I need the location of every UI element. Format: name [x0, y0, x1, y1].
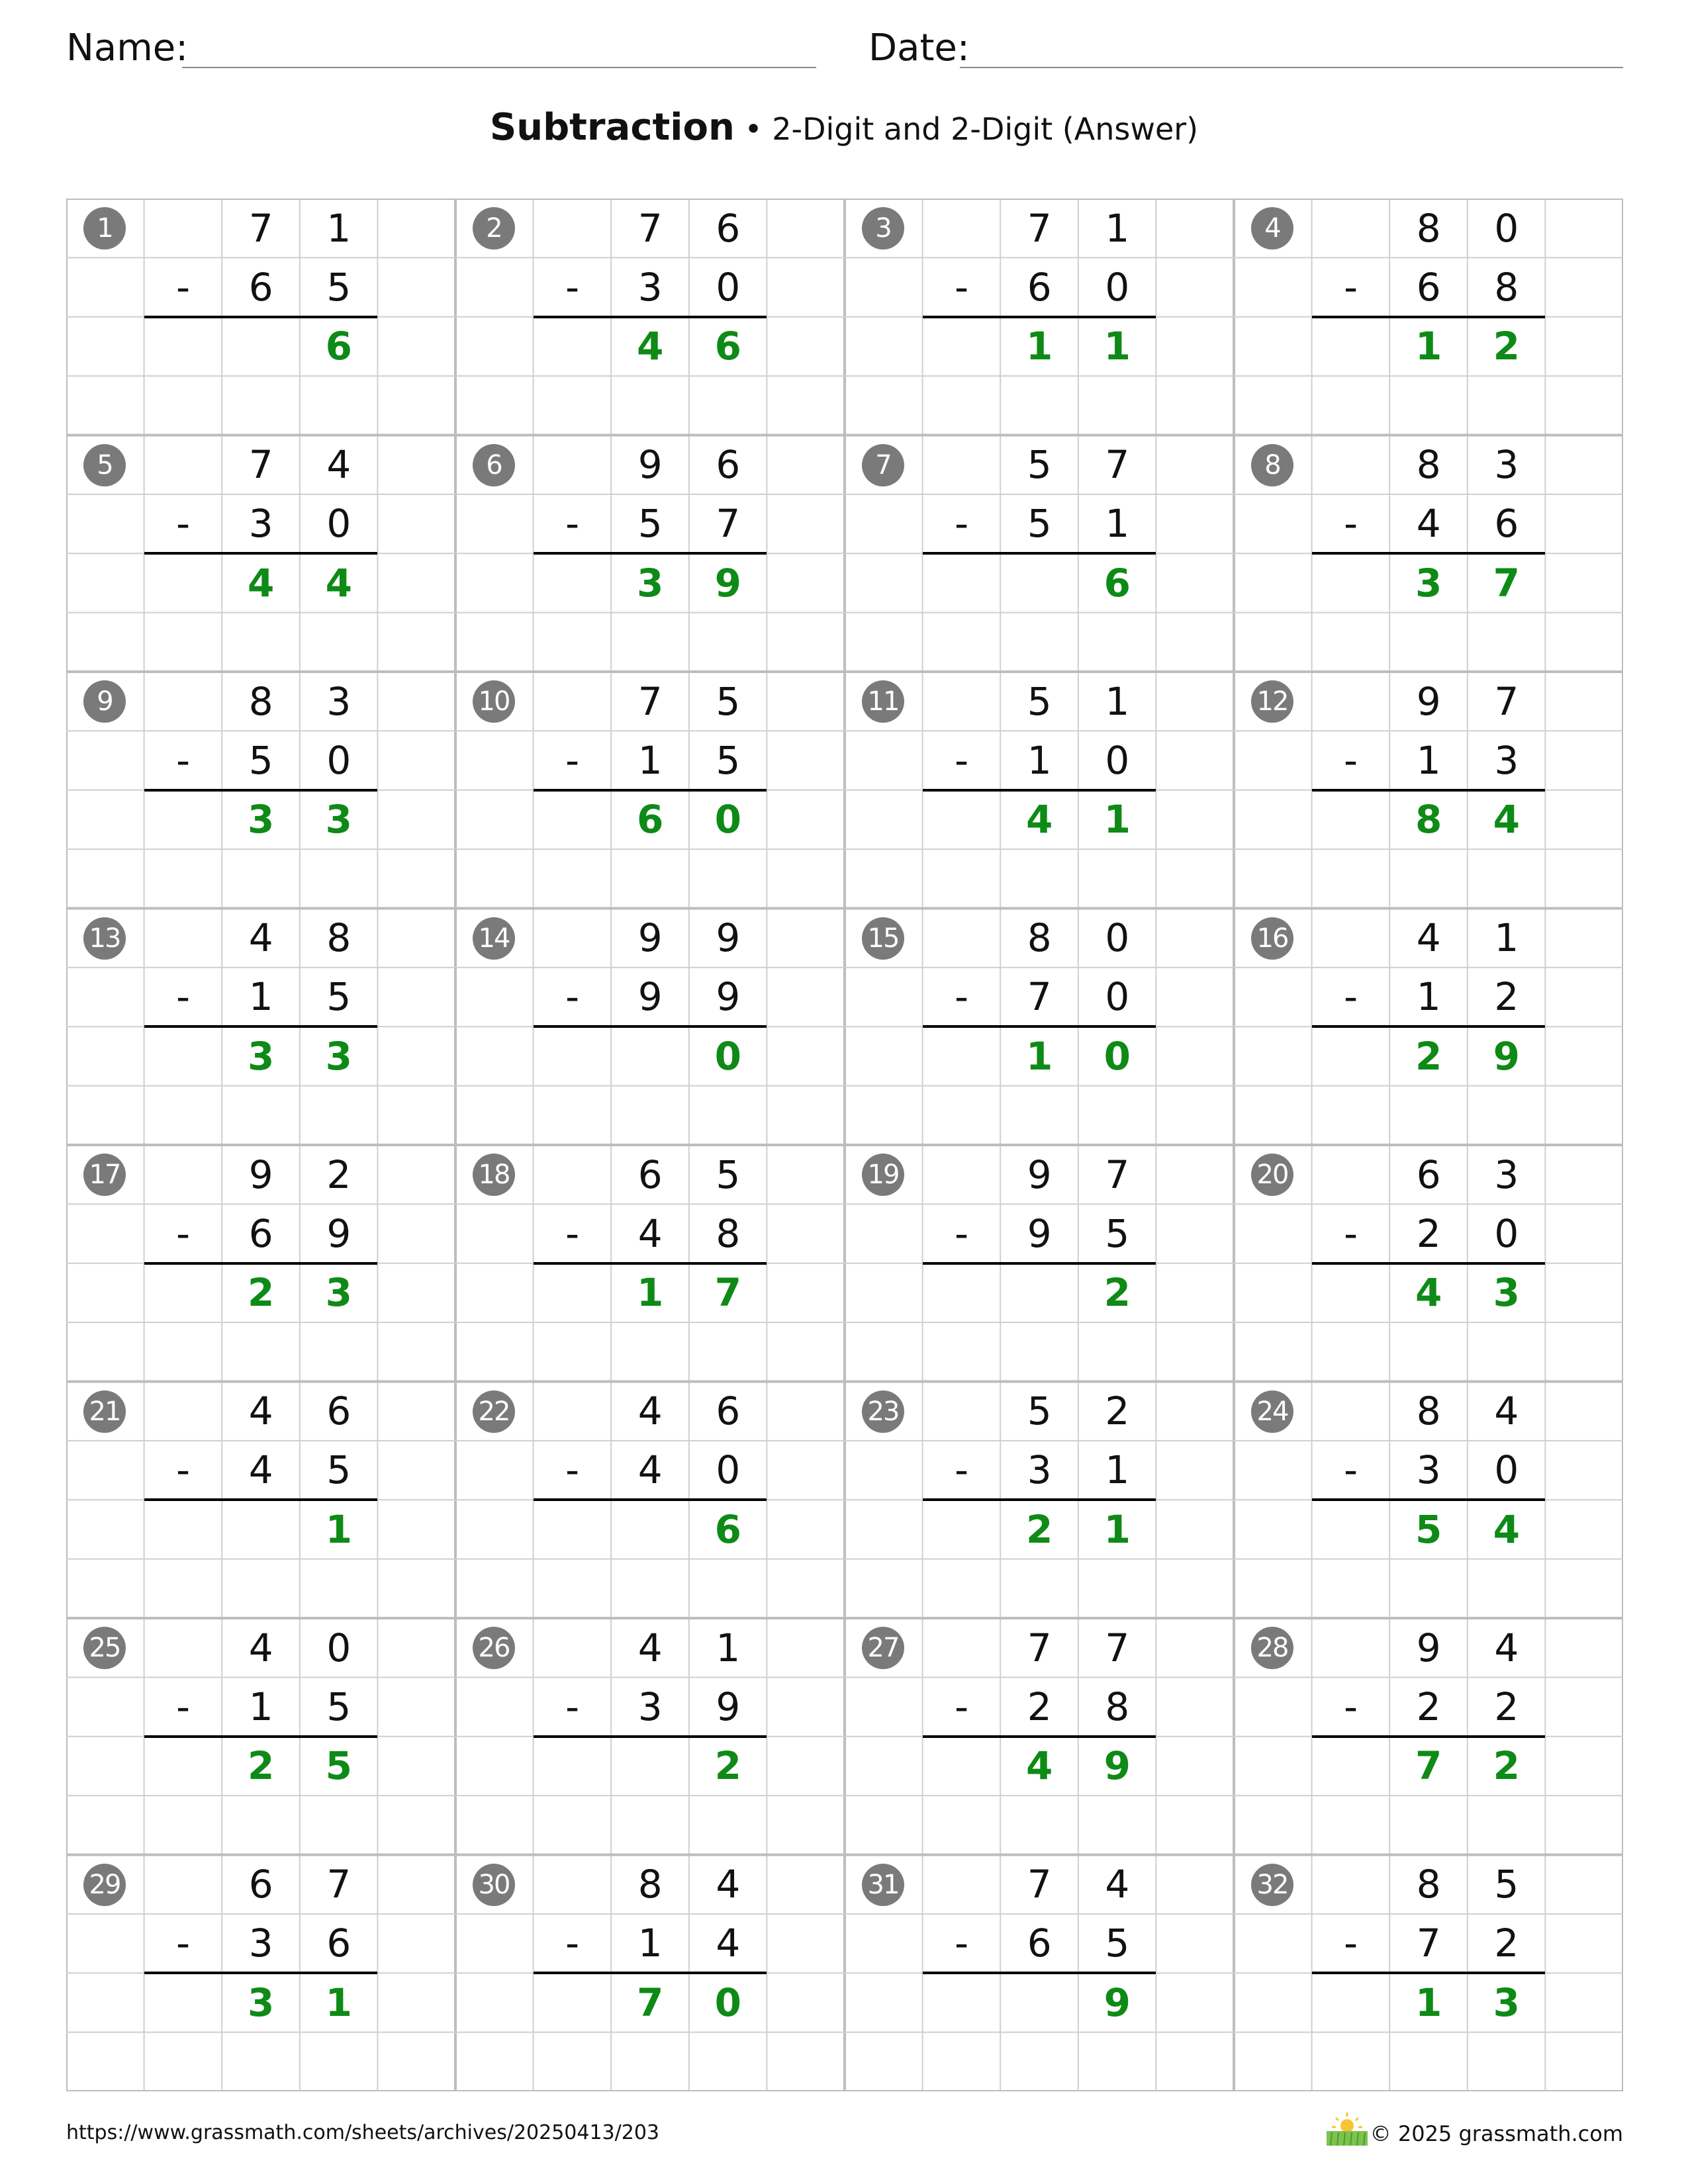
- minuend-ones-digit: 0: [326, 1625, 352, 1670]
- footer-copyright: © 2025 grassmath.com: [1370, 2121, 1623, 2146]
- minus-sign: -: [1344, 264, 1358, 310]
- answer-tens-digit: 1: [1026, 324, 1053, 369]
- answer-ones-digit: 3: [1493, 1270, 1520, 1316]
- answer-underline: [923, 1735, 1156, 1738]
- answer-underline: [923, 1262, 1156, 1265]
- minus-sign: -: [565, 264, 580, 310]
- subtrahend-ones-digit: 0: [326, 501, 352, 547]
- problem-number-badge: 12: [1251, 680, 1293, 723]
- answer-ones-digit: 9: [1103, 1979, 1131, 2025]
- answer-tens-digit: 3: [248, 797, 275, 842]
- answer-ones-digit: 9: [714, 560, 741, 606]
- subtrahend-tens-digit: 6: [248, 1210, 273, 1256]
- problem-number-badge: 4: [1251, 207, 1293, 250]
- minuend-ones-digit: 7: [1494, 678, 1519, 724]
- answer-ones-digit: 3: [325, 1033, 352, 1079]
- minus-sign: -: [176, 974, 191, 1020]
- minuend-tens-digit: 7: [637, 205, 663, 251]
- problem-number-badge: 32: [1251, 1864, 1293, 1906]
- minuend-tens-digit: 4: [248, 915, 273, 960]
- subtrahend-tens-digit: 2: [1416, 1210, 1441, 1256]
- minuend-ones-digit: 5: [716, 678, 741, 724]
- answer-underline: [144, 789, 378, 792]
- minuend-tens-digit: 4: [248, 1388, 273, 1433]
- minuend-ones-digit: 7: [1105, 442, 1130, 487]
- minuend-ones-digit: 4: [326, 442, 352, 487]
- problem-number-badge: 19: [862, 1154, 904, 1196]
- subtrahend-ones-digit: 2: [1494, 974, 1519, 1020]
- subtrahend-tens-digit: 4: [1416, 501, 1441, 547]
- minuend-ones-digit: 1: [1494, 915, 1519, 960]
- problem-number-badge: 18: [473, 1154, 515, 1196]
- answer-underline: [534, 1498, 767, 1501]
- minuend-ones-digit: 7: [1105, 1152, 1130, 1197]
- minuend-ones-digit: 0: [1494, 205, 1519, 251]
- problem-number-badge: 9: [83, 680, 126, 723]
- grass-sun-logo-icon: [1324, 2110, 1370, 2147]
- answer-tens-digit: 6: [637, 797, 664, 842]
- problem-number-badge: 22: [473, 1390, 515, 1433]
- subtrahend-tens-digit: 6: [1027, 1921, 1052, 1966]
- answer-underline: [534, 316, 767, 318]
- subtrahend-tens-digit: 1: [637, 737, 663, 783]
- minuend-tens-digit: 4: [1416, 915, 1441, 960]
- problem-number-badge: 8: [1251, 444, 1293, 486]
- minuend-ones-digit: 3: [326, 678, 352, 724]
- subtrahend-tens-digit: 1: [248, 1684, 273, 1729]
- problem-number-badge: 27: [862, 1627, 904, 1669]
- subtrahend-ones-digit: 0: [716, 1447, 741, 1493]
- minus-sign: -: [176, 1684, 191, 1729]
- minuend-tens-digit: 9: [1416, 1625, 1441, 1670]
- subtrahend-ones-digit: 5: [1105, 1921, 1130, 1966]
- subtrahend-tens-digit: 1: [1416, 974, 1441, 1020]
- subtrahend-tens-digit: 5: [637, 501, 663, 547]
- minuend-ones-digit: 5: [716, 1152, 741, 1197]
- subtrahend-tens-digit: 4: [637, 1447, 663, 1493]
- subtrahend-ones-digit: 0: [1494, 1210, 1519, 1256]
- subtrahend-tens-digit: 4: [637, 1210, 663, 1256]
- subtrahend-ones-digit: 9: [716, 1684, 741, 1729]
- subtrahend-tens-digit: 7: [1416, 1921, 1441, 1966]
- subtrahend-ones-digit: 4: [716, 1921, 741, 1966]
- problem-number-badge: 26: [473, 1627, 515, 1669]
- subtrahend-ones-digit: 0: [1105, 974, 1130, 1020]
- problem-number-badge: 25: [83, 1627, 126, 1669]
- minuend-tens-digit: 5: [1027, 1388, 1052, 1433]
- problem-number-badge: 28: [1251, 1627, 1293, 1669]
- problem-number-badge: 1: [83, 207, 126, 250]
- answer-tens-digit: 4: [1026, 1743, 1053, 1789]
- answer-ones-digit: 7: [1493, 560, 1520, 606]
- minuend-tens-digit: 6: [637, 1152, 663, 1197]
- problem-number-badge: 23: [862, 1390, 904, 1433]
- subtrahend-tens-digit: 5: [1027, 501, 1052, 547]
- minuend-tens-digit: 4: [637, 1625, 663, 1670]
- problem-number-badge: 2: [473, 207, 515, 250]
- subtrahend-tens-digit: 3: [248, 501, 273, 547]
- answer-tens-digit: 1: [1415, 1979, 1442, 2025]
- minuend-tens-digit: 9: [248, 1152, 273, 1197]
- minuend-ones-digit: 6: [716, 1388, 741, 1433]
- minus-sign: -: [1344, 1684, 1358, 1729]
- minuend-ones-digit: 0: [1105, 915, 1130, 960]
- answer-tens-digit: 1: [1026, 1033, 1053, 1079]
- answer-ones-digit: 1: [1103, 797, 1131, 842]
- minuend-ones-digit: 7: [326, 1862, 352, 1907]
- answer-ones-digit: 5: [325, 1743, 352, 1789]
- answer-tens-digit: 2: [248, 1270, 275, 1316]
- subtrahend-ones-digit: 6: [326, 1921, 352, 1966]
- minuend-ones-digit: 4: [1494, 1625, 1519, 1670]
- footer-url: https://www.grassmath.com/sheets/archives/20250413/203: [66, 2121, 660, 2144]
- problem-number-badge: 21: [83, 1390, 126, 1433]
- answer-tens-digit: 4: [1026, 797, 1053, 842]
- subtrahend-tens-digit: 2: [1027, 1684, 1052, 1729]
- subtrahend-ones-digit: 1: [1105, 501, 1130, 547]
- subtrahend-tens-digit: 9: [637, 974, 663, 1020]
- problem-number-badge: 20: [1251, 1154, 1293, 1196]
- title-subtitle: • 2-Digit and 2-Digit (Answer): [734, 111, 1199, 147]
- answer-underline: [1312, 1025, 1546, 1028]
- minuend-ones-digit: 3: [1494, 442, 1519, 487]
- answer-tens-digit: 5: [1415, 1506, 1442, 1552]
- worksheet-grid: [66, 199, 1623, 2091]
- subtrahend-ones-digit: 8: [1494, 264, 1519, 310]
- date-line: [960, 67, 1623, 68]
- minuend-tens-digit: 9: [1027, 1152, 1052, 1197]
- minus-sign: -: [565, 737, 580, 783]
- minus-sign: -: [955, 501, 969, 547]
- minuend-tens-digit: 5: [1027, 678, 1052, 724]
- minuend-tens-digit: 7: [1027, 1862, 1052, 1907]
- answer-ones-digit: 4: [325, 560, 352, 606]
- answer-underline: [144, 316, 378, 318]
- answer-tens-digit: 2: [1026, 1506, 1053, 1552]
- answer-ones-digit: 9: [1493, 1033, 1520, 1079]
- subtrahend-tens-digit: 1: [637, 1921, 663, 1966]
- minuend-tens-digit: 4: [248, 1625, 273, 1670]
- minus-sign: -: [176, 1447, 191, 1493]
- subtrahend-tens-digit: 9: [1027, 1210, 1052, 1256]
- answer-underline: [1312, 552, 1546, 555]
- subtrahend-ones-digit: 8: [1105, 1684, 1130, 1729]
- subtrahend-tens-digit: 7: [1027, 974, 1052, 1020]
- minus-sign: -: [955, 1921, 969, 1966]
- minus-sign: -: [1344, 974, 1358, 1020]
- minuend-tens-digit: 8: [248, 678, 273, 724]
- problem-number-badge: 29: [83, 1864, 126, 1906]
- problem-number-badge: 6: [473, 444, 515, 486]
- answer-underline: [534, 1025, 767, 1028]
- minuend-ones-digit: 5: [1494, 1862, 1519, 1907]
- minuend-ones-digit: 1: [326, 205, 352, 251]
- subtrahend-tens-digit: 5: [248, 737, 273, 783]
- minuend-ones-digit: 4: [1105, 1862, 1130, 1907]
- answer-ones-digit: 9: [1103, 1743, 1131, 1789]
- minuend-tens-digit: 6: [248, 1862, 273, 1907]
- answer-underline: [144, 552, 378, 555]
- page-title: [0, 106, 1688, 149]
- subtrahend-ones-digit: 7: [716, 501, 741, 547]
- answer-ones-digit: 2: [1103, 1270, 1131, 1316]
- minuend-tens-digit: 5: [1027, 442, 1052, 487]
- problem-number-badge: 5: [83, 444, 126, 486]
- minus-sign: -: [955, 737, 969, 783]
- answer-ones-digit: 6: [714, 1506, 741, 1552]
- answer-underline: [1312, 1262, 1546, 1265]
- subtrahend-ones-digit: 2: [1494, 1684, 1519, 1729]
- answer-underline: [1312, 1498, 1546, 1501]
- answer-ones-digit: 4: [1493, 1506, 1520, 1552]
- answer-tens-digit: 7: [637, 1979, 664, 2025]
- minuend-ones-digit: 2: [1105, 1388, 1130, 1433]
- answer-underline: [923, 1972, 1156, 1974]
- problem-number-badge: 11: [862, 680, 904, 723]
- subtrahend-tens-digit: 3: [1027, 1447, 1052, 1493]
- answer-ones-digit: 2: [1493, 1743, 1520, 1789]
- minus-sign: -: [955, 1447, 969, 1493]
- answer-underline: [923, 316, 1156, 318]
- answer-underline: [144, 1262, 378, 1265]
- answer-tens-digit: 1: [637, 1270, 664, 1316]
- subtrahend-ones-digit: 0: [1105, 737, 1130, 783]
- answer-underline: [1312, 316, 1546, 318]
- minus-sign: -: [955, 1684, 969, 1729]
- answer-tens-digit: 8: [1415, 797, 1442, 842]
- answer-underline: [923, 1498, 1156, 1501]
- answer-underline: [144, 1735, 378, 1738]
- minuend-ones-digit: 1: [1105, 678, 1130, 724]
- minus-sign: -: [565, 501, 580, 547]
- answer-tens-digit: 3: [248, 1033, 275, 1079]
- problem-number-badge: 3: [862, 207, 904, 250]
- minus-sign: -: [565, 1684, 580, 1729]
- minus-sign: -: [565, 1210, 580, 1256]
- minuend-ones-digit: 8: [326, 915, 352, 960]
- minuend-tens-digit: 7: [1027, 205, 1052, 251]
- minuend-ones-digit: 9: [716, 915, 741, 960]
- minuend-ones-digit: 6: [716, 442, 741, 487]
- subtrahend-ones-digit: 0: [1494, 1447, 1519, 1493]
- subtrahend-tens-digit: 3: [637, 1684, 663, 1729]
- problem-number-badge: 7: [862, 444, 904, 486]
- subtrahend-tens-digit: 6: [1027, 264, 1052, 310]
- name-label: Name:: [66, 26, 189, 69]
- problem-number-badge: 14: [473, 917, 515, 960]
- subtrahend-ones-digit: 5: [326, 1447, 352, 1493]
- minus-sign: -: [176, 1210, 191, 1256]
- minuend-tens-digit: 7: [248, 205, 273, 251]
- minuend-tens-digit: 8: [637, 1862, 663, 1907]
- answer-ones-digit: 6: [1103, 560, 1131, 606]
- answer-ones-digit: 3: [1493, 1979, 1520, 2025]
- problem-number-badge: 31: [862, 1864, 904, 1906]
- subtrahend-ones-digit: 3: [1494, 737, 1519, 783]
- answer-ones-digit: 1: [1103, 324, 1131, 369]
- subtrahend-ones-digit: 5: [326, 1684, 352, 1729]
- problem-number-badge: 24: [1251, 1390, 1293, 1433]
- subtrahend-ones-digit: 5: [1105, 1210, 1130, 1256]
- answer-ones-digit: 2: [714, 1743, 741, 1789]
- answer-underline: [534, 1735, 767, 1738]
- minuend-tens-digit: 9: [637, 442, 663, 487]
- answer-ones-digit: 6: [714, 324, 741, 369]
- answer-tens-digit: 1: [1415, 324, 1442, 369]
- answer-underline: [1312, 1972, 1546, 1974]
- problem-number-badge: 16: [1251, 917, 1293, 960]
- minus-sign: -: [955, 264, 969, 310]
- answer-ones-digit: 0: [1103, 1033, 1131, 1079]
- minuend-ones-digit: 3: [1494, 1152, 1519, 1197]
- answer-tens-digit: 4: [637, 324, 664, 369]
- minuend-tens-digit: 4: [637, 1388, 663, 1433]
- answer-underline: [534, 1972, 767, 1974]
- minus-sign: -: [565, 1921, 580, 1966]
- answer-ones-digit: 0: [714, 797, 741, 842]
- minus-sign: -: [1344, 501, 1358, 547]
- answer-ones-digit: 4: [1493, 797, 1520, 842]
- minuend-tens-digit: 7: [248, 442, 273, 487]
- answer-tens-digit: 7: [1415, 1743, 1442, 1789]
- minuend-ones-digit: 6: [326, 1388, 352, 1433]
- minuend-ones-digit: 4: [716, 1862, 741, 1907]
- answer-ones-digit: 2: [1493, 324, 1520, 369]
- date-label: Date:: [868, 26, 970, 69]
- minuend-tens-digit: 8: [1416, 1862, 1441, 1907]
- minuend-ones-digit: 7: [1105, 1625, 1130, 1670]
- answer-underline: [923, 1025, 1156, 1028]
- answer-ones-digit: 3: [325, 797, 352, 842]
- answer-underline: [144, 1972, 378, 1974]
- minuend-tens-digit: 7: [637, 678, 663, 724]
- answer-underline: [144, 1025, 378, 1028]
- subtrahend-ones-digit: 0: [716, 264, 741, 310]
- minuend-tens-digit: 8: [1027, 915, 1052, 960]
- answer-tens-digit: 3: [637, 560, 664, 606]
- minuend-ones-digit: 4: [1494, 1388, 1519, 1433]
- answer-tens-digit: 4: [1415, 1270, 1442, 1316]
- problem-number-badge: 10: [473, 680, 515, 723]
- answer-ones-digit: 0: [714, 1033, 741, 1079]
- subtrahend-ones-digit: 5: [326, 264, 352, 310]
- answer-ones-digit: 3: [325, 1270, 352, 1316]
- subtrahend-tens-digit: 4: [248, 1447, 273, 1493]
- subtrahend-tens-digit: 3: [637, 264, 663, 310]
- minus-sign: -: [1344, 1210, 1358, 1256]
- answer-tens-digit: 2: [1415, 1033, 1442, 1079]
- subtrahend-tens-digit: 1: [1027, 737, 1052, 783]
- subtrahend-tens-digit: 3: [248, 1921, 273, 1966]
- minuend-ones-digit: 1: [1105, 205, 1130, 251]
- minuend-ones-digit: 1: [716, 1625, 741, 1670]
- minuend-tens-digit: 8: [1416, 205, 1441, 251]
- answer-tens-digit: 3: [248, 1979, 275, 2025]
- minuend-tens-digit: 6: [1416, 1152, 1441, 1197]
- minuend-tens-digit: 7: [1027, 1625, 1052, 1670]
- answer-tens-digit: 3: [1415, 560, 1442, 606]
- minuend-ones-digit: 6: [716, 205, 741, 251]
- answer-underline: [923, 789, 1156, 792]
- subtrahend-ones-digit: 8: [716, 1210, 741, 1256]
- name-line: [182, 67, 816, 68]
- subtrahend-tens-digit: 1: [248, 974, 273, 1020]
- subtrahend-ones-digit: 0: [326, 737, 352, 783]
- minuend-tens-digit: 8: [1416, 1388, 1441, 1433]
- minuend-ones-digit: 2: [326, 1152, 352, 1197]
- subtrahend-ones-digit: 2: [1494, 1921, 1519, 1966]
- answer-underline: [534, 789, 767, 792]
- minus-sign: -: [1344, 1921, 1358, 1966]
- answer-tens-digit: 2: [248, 1743, 275, 1789]
- minus-sign: -: [176, 1921, 191, 1966]
- subtrahend-ones-digit: 1: [1105, 1447, 1130, 1493]
- answer-underline: [144, 1498, 378, 1501]
- subtrahend-tens-digit: 1: [1416, 737, 1441, 783]
- answer-underline: [1312, 1735, 1546, 1738]
- problem-number-badge: 13: [83, 917, 126, 960]
- minus-sign: -: [176, 737, 191, 783]
- minus-sign: -: [176, 501, 191, 547]
- answer-ones-digit: 1: [325, 1506, 352, 1552]
- minuend-tens-digit: 8: [1416, 442, 1441, 487]
- answer-ones-digit: 1: [1103, 1506, 1131, 1552]
- minus-sign: -: [1344, 1447, 1358, 1493]
- minus-sign: -: [955, 974, 969, 1020]
- answer-underline: [1312, 789, 1546, 792]
- problem-number-badge: 30: [473, 1864, 515, 1906]
- subtrahend-ones-digit: 6: [1494, 501, 1519, 547]
- answer-underline: [923, 552, 1156, 555]
- subtrahend-tens-digit: 6: [1416, 264, 1441, 310]
- subtrahend-tens-digit: 2: [1416, 1684, 1441, 1729]
- subtrahend-ones-digit: 5: [326, 974, 352, 1020]
- answer-ones-digit: 0: [714, 1979, 741, 2025]
- answer-underline: [534, 1262, 767, 1265]
- problem-number-badge: 15: [862, 917, 904, 960]
- subtrahend-ones-digit: 5: [716, 737, 741, 783]
- answer-ones-digit: 7: [714, 1270, 741, 1316]
- minus-sign: -: [955, 1210, 969, 1256]
- answer-tens-digit: 4: [248, 560, 275, 606]
- minuend-tens-digit: 9: [1416, 678, 1441, 724]
- problem-number-badge: 17: [83, 1154, 126, 1196]
- minus-sign: -: [565, 974, 580, 1020]
- subtrahend-tens-digit: 6: [248, 264, 273, 310]
- minuend-tens-digit: 9: [637, 915, 663, 960]
- title-main: Subtraction: [489, 106, 735, 149]
- subtrahend-ones-digit: 0: [1105, 264, 1130, 310]
- minus-sign: -: [176, 264, 191, 310]
- answer-ones-digit: 6: [325, 324, 352, 369]
- answer-ones-digit: 1: [325, 1979, 352, 2025]
- minus-sign: -: [1344, 737, 1358, 783]
- answer-underline: [534, 552, 767, 555]
- subtrahend-ones-digit: 9: [716, 974, 741, 1020]
- subtrahend-ones-digit: 9: [326, 1210, 352, 1256]
- minus-sign: -: [565, 1447, 580, 1493]
- subtrahend-tens-digit: 3: [1416, 1447, 1441, 1493]
